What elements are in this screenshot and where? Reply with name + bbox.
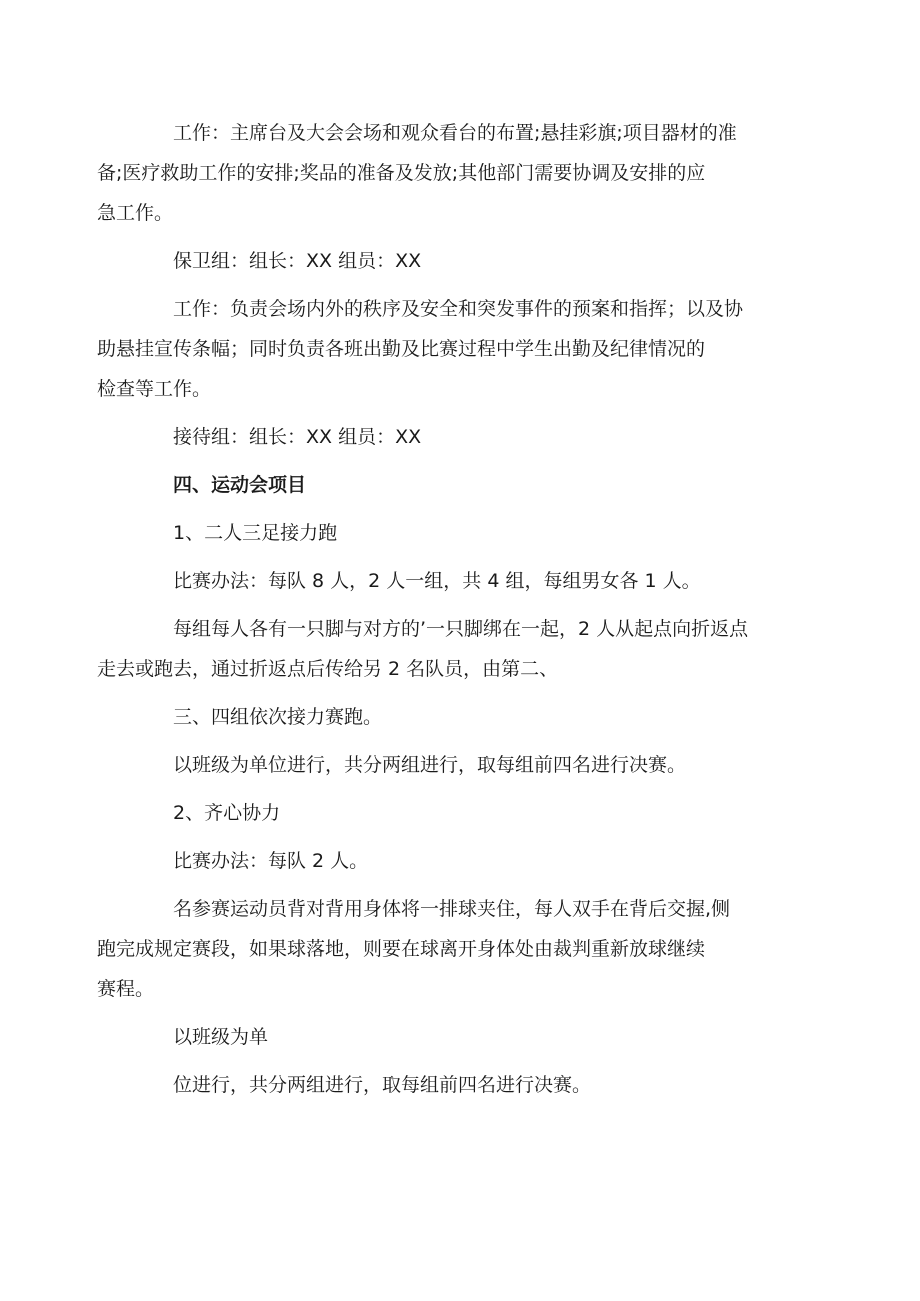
text-line: 名参赛运动员背对背用身体将一排球夹住，每人双手在背后交握,侧 bbox=[173, 898, 731, 920]
paragraph-relay-method bbox=[97, 609, 787, 689]
paragraph-security-group: 保卫组：组长：XX 组员：XX bbox=[173, 250, 422, 272]
paragraph-security-duties bbox=[97, 289, 787, 409]
paragraph-teamwork-grouping: 位进行，共分两组进行，取每组前四名进行决赛。 bbox=[173, 1074, 592, 1096]
text-line: 检查等工作。 bbox=[97, 378, 212, 400]
event-title-three-legged-relay: 1、二人三足接力跑 bbox=[173, 522, 338, 544]
paragraph-teamwork-method bbox=[97, 889, 787, 1009]
text-line: 助悬挂宣传条幅；同时负责各班出勤及比赛过程中学生出勤及纪律情况的 bbox=[97, 338, 706, 360]
text-line: 走去或跑去，通过折返点后传给另 2 名队员，由第二、 bbox=[97, 658, 559, 680]
paragraph-relay-order: 三、四组依次接力赛跑。 bbox=[173, 706, 383, 728]
paragraph-teamwork-rules: 比赛办法：每队 2 人。 bbox=[173, 850, 369, 872]
paragraph-relay-rules: 比赛办法：每队 8 人，2 人一组，共 4 组，每组男女各 1 人。 bbox=[173, 570, 701, 592]
document-body bbox=[97, 113, 787, 1113]
text-line: 赛程。 bbox=[97, 978, 155, 1000]
event-title-teamwork: 2、齐心协力 bbox=[173, 802, 281, 824]
text-line: 工作：主席台及大会会场和观众看台的布置;悬挂彩旗;项目器材的准 bbox=[173, 122, 737, 144]
text-line: 跑完成规定赛段，如果球落地，则要在球离开身体处由裁判重新放球继续 bbox=[97, 938, 706, 960]
text-line: 急工作。 bbox=[97, 202, 174, 224]
paragraph-teamwork-unit: 以班级为单 bbox=[173, 1026, 269, 1048]
text-line: 备;医疗救助工作的安排;奖品的准备及发放;其他部门需要协调及安排的应 bbox=[97, 162, 706, 184]
paragraph-relay-grouping: 以班级为单位进行，共分两组进行，取每组前四名进行决赛。 bbox=[173, 754, 687, 776]
section-heading-events: 四、运动会项目 bbox=[173, 474, 307, 496]
text-line: 工作：负责会场内外的秩序及安全和突发事件的预案和指挥；以及协 bbox=[173, 298, 744, 320]
paragraph-venue-duties bbox=[97, 113, 787, 233]
text-line: 每组每人各有一只脚与对方的’一只脚绑在一起，2 人从起点向折返点 bbox=[173, 618, 749, 640]
paragraph-reception-group: 接待组：组长：XX 组员：XX bbox=[173, 426, 422, 448]
